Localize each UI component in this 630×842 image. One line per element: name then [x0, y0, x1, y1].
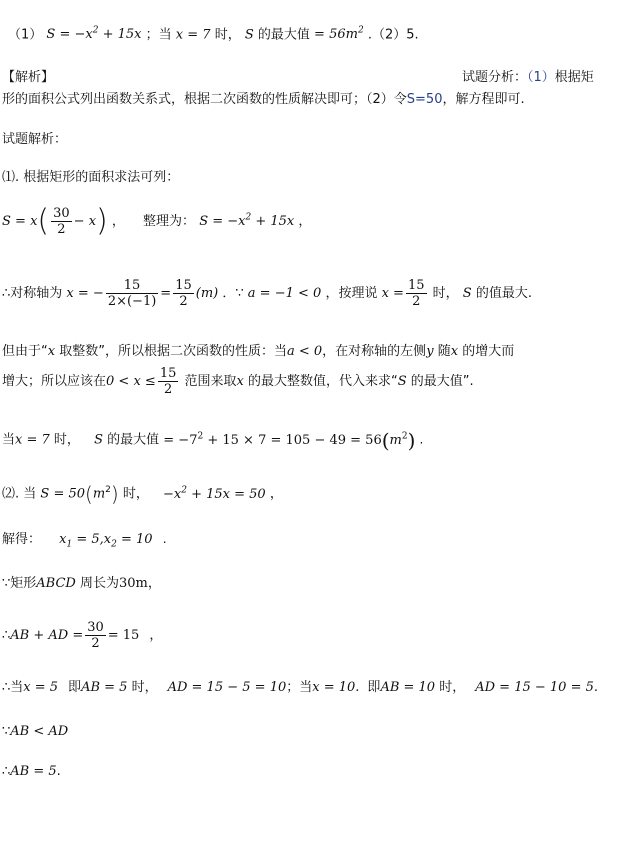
note-line2: 增大；所以应该在0 < x ≤ $\frac{15}{2}$ 范围来取x 的最大整数值，代入来求“S 的最大值”. [2, 366, 474, 397]
s50-highlight: S=50 [406, 92, 443, 107]
sum-line: ∴AB + AD = $\frac{30}{2}$ = 15 ， [2, 620, 163, 651]
answer-S: S [244, 27, 254, 43]
when-x7-line: 当x = 7 时， S 的最大值 = $-7^2 + 15 \times 7 = 105 - 49 = 56(m^2)$ . [2, 428, 424, 452]
solve-line: 解得： $x_1 = 5,x_2 = 10$ . [2, 532, 167, 550]
analysis-head: 试题分析：（1）根据矩 [462, 70, 594, 85]
step1-heading: ⑴. 根据矩形的面积求法可列： [2, 170, 180, 185]
answer-when: ；当 [145, 27, 172, 43]
answer-x7: x = 7 [175, 27, 211, 43]
answer-function: $S = -x^2 + 15x$ [46, 26, 142, 43]
jiexi-label: 【解析】 [2, 70, 55, 85]
tidy-equation: $S = -x^2 + 15x$ [199, 212, 295, 229]
axis-line: ∴对称轴为 x = − $\frac{15}{2\times(-1)}$ = $\frac{15}{2}$ (m) ．∵ a = −1 < 0 ，按理说 x = $\frac{15}{2}$ 时， S 的值最大. [2, 278, 532, 309]
answer-part1-label: （1） [8, 27, 43, 43]
perimeter-line: ∵矩形ABCD 周长为30m， [2, 576, 161, 591]
answer-shi: 时， [214, 27, 241, 43]
step1-equation: S = x( $\frac{30}{2}$ − x) ， 整理为： $S = -x^2 + 15x$ ， [2, 203, 312, 239]
fraction-30-2: $\frac{30}{2}$ [53, 206, 70, 237]
answer-max-text: 的最大值 [257, 27, 310, 43]
cases-line: ∴当x = 5 即AB = 5 时， AD = 15 − 5 = 10；当x = 10. 即AB = 10 时， AD = 15 − 10 = 5. [2, 680, 599, 695]
ineq-line: ∵AB < AD [2, 724, 69, 739]
answer-line [8, 26, 419, 43]
note-line1: 但由于“x 取整数”，所以根据二次函数的性质：当a < 0，在对称轴的左侧y 随x 的增大而 [2, 344, 515, 359]
answer-part2: .（2）5. [367, 27, 419, 43]
answer-max-value: = $56m^2$ [314, 26, 364, 43]
final-line: ∴AB = 5. [2, 764, 61, 779]
step2-line: ⑵. 当 $S = 50(m^2)$ 时， $-x^2 + 15x = 50$ ， [2, 482, 283, 506]
solution-label: 试题解析： [2, 132, 68, 147]
analysis-line2: 形的面积公式列出函数关系式，根据二次函数的性质解决即可；（2）令S=50，解方程即可. [2, 92, 525, 107]
